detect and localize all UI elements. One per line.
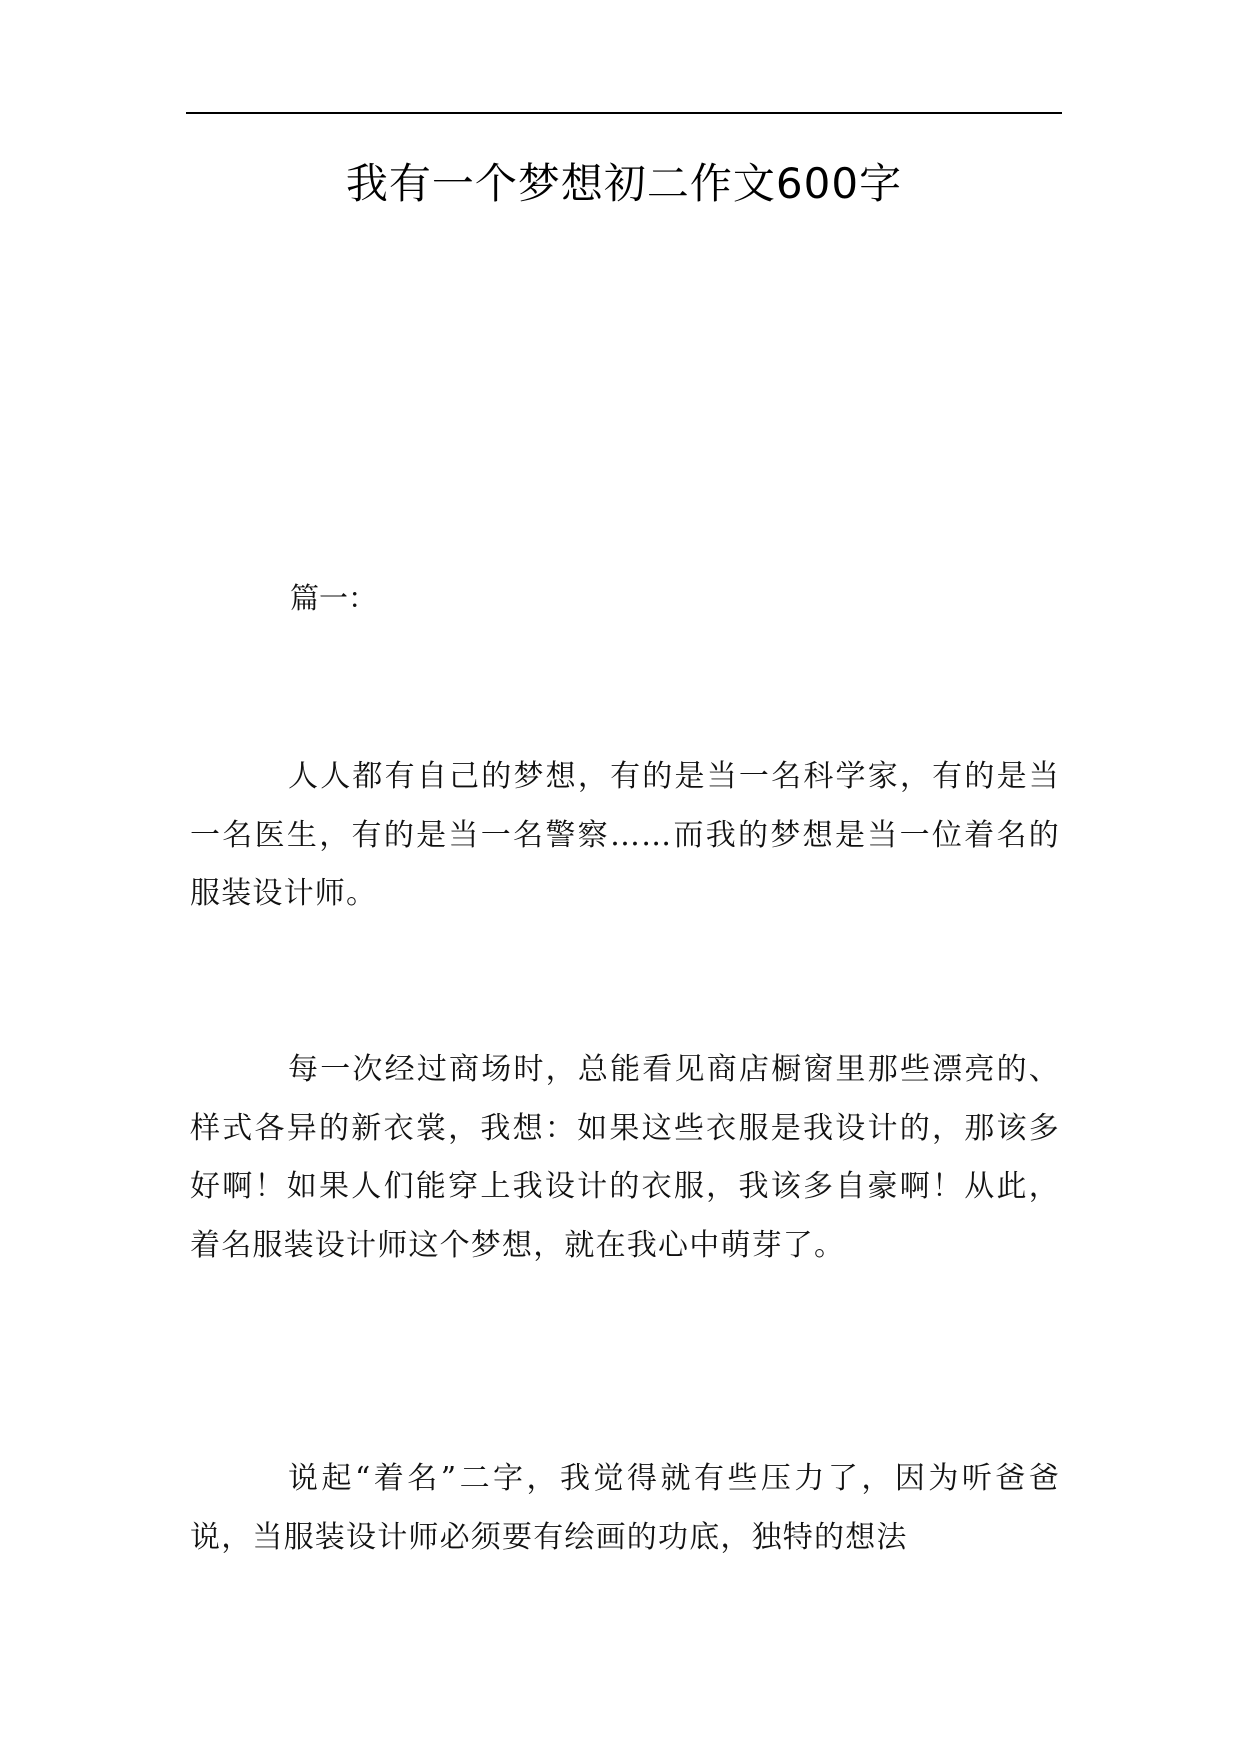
paragraph-3: 说起“着名”二字，我觉得就有些压力了，因为听爸爸说，当服装设计师必须要有绘画的功底，独特的想法 xyxy=(190,1461,1060,1555)
section-label: 篇一： xyxy=(290,581,378,615)
header-rule xyxy=(186,112,1062,114)
document-title: 我有一个梦想初二作文600字 xyxy=(345,159,903,208)
paragraph-1: 人人都有自己的梦想，有的是当一名科学家，有的是当一名医生，有的是当一名警察……而我的梦想是当一位着名的服装设计师。 xyxy=(190,759,1060,911)
paragraph-2: 每一次经过商场时，总能看见商店橱窗里那些漂亮的、样式各异的新衣裳，我想：如果这些衣服是我设计的，那该多好啊！如果人们能穿上我设计的衣服，我该多自豪啊！从此，着名服装设计师这个梦想，就在我心中萌芽了。 xyxy=(190,1052,1060,1263)
